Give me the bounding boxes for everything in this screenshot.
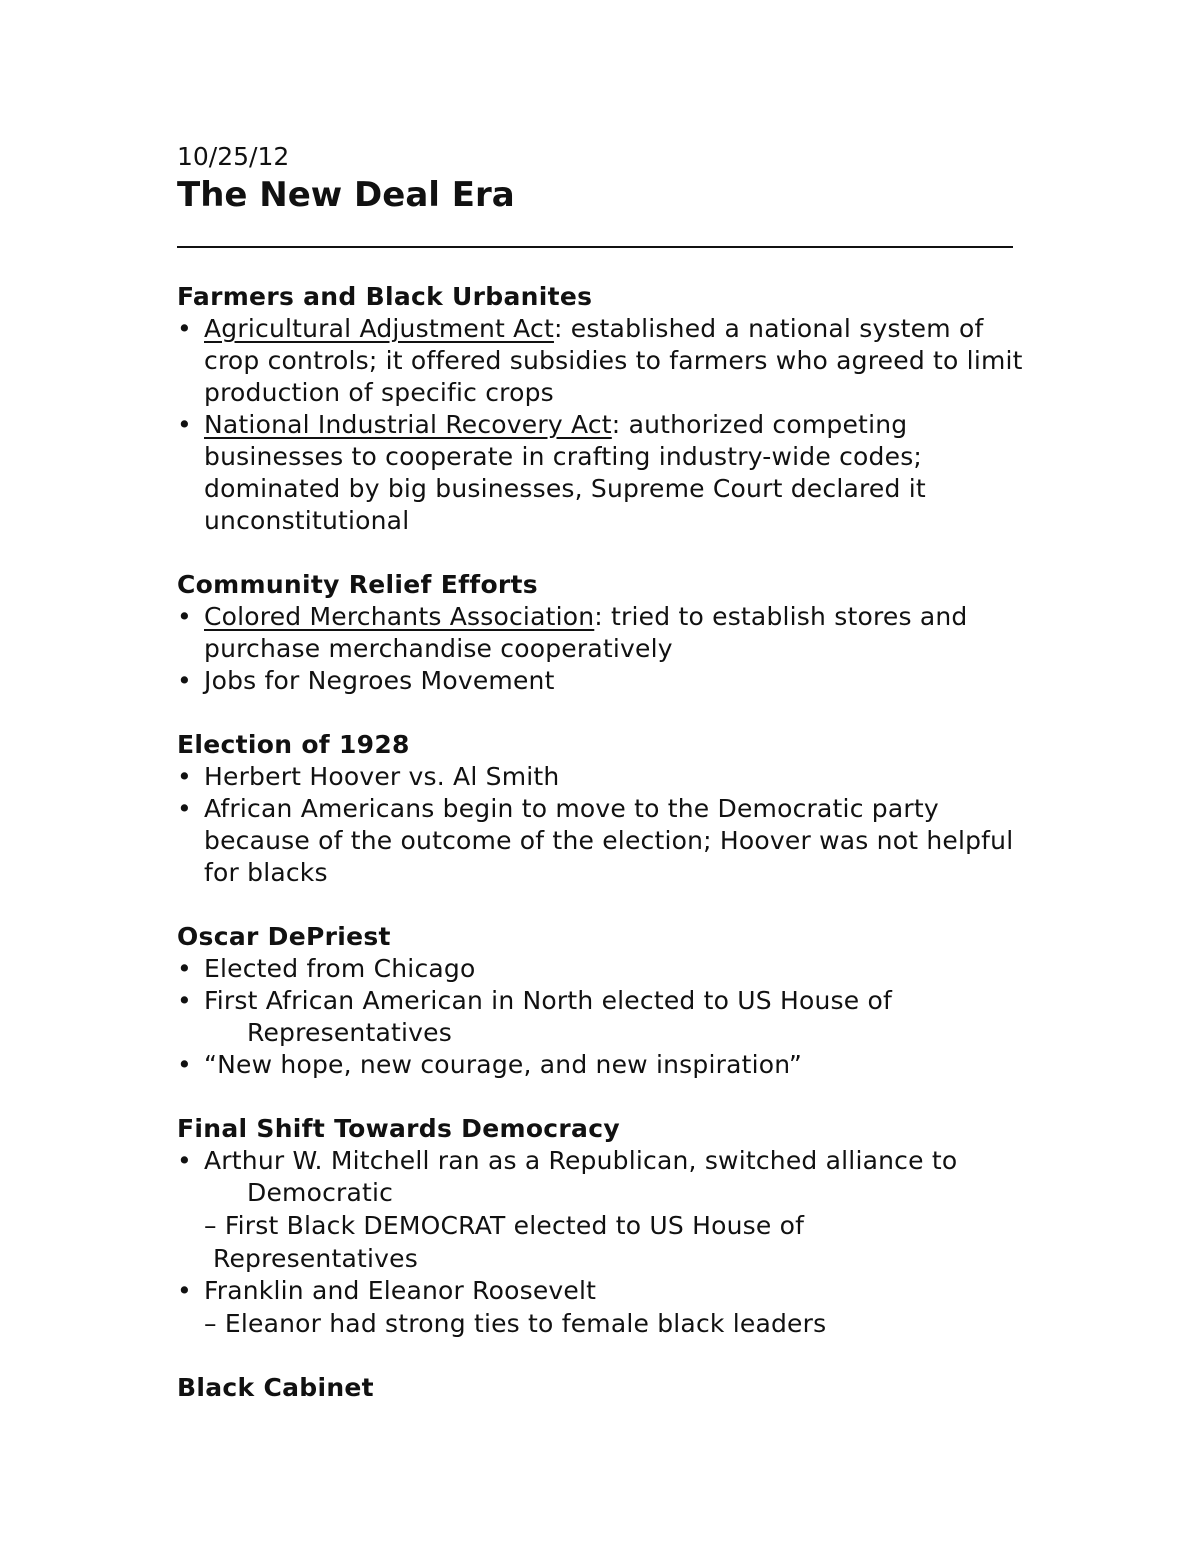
list-item — [177, 1145, 1027, 1275]
item-text: Franklin and Eleanor Roosevelt — [204, 1276, 597, 1305]
document-date: 10/25/12 — [177, 142, 290, 171]
section-heading: Farmers and Black Urbanites — [177, 282, 593, 311]
section-heading: Community Relief Efforts — [177, 570, 538, 599]
item-text: “New hope, new courage, and new inspiration” — [204, 1050, 803, 1079]
item-text: : authorized competing businesses to cooperate in crafting industry-wide codes; dominated by big businesses, Supreme Court declared it unconstitutional — [204, 410, 926, 535]
list-item — [177, 1275, 1027, 1340]
term-label: National Industrial Recovery Act — [204, 410, 612, 439]
bullet-list — [177, 1145, 1027, 1340]
section-black-cabinet — [177, 1371, 1027, 1404]
sub-item-text: – First Black DEMOCRAT elected to US House of — [204, 1211, 805, 1240]
title-divider — [177, 246, 1013, 248]
term-label: Agricultural Adjustment Act — [204, 314, 554, 343]
document-title: The New Deal Era — [177, 175, 515, 215]
item-text: Jobs for Negroes Movement — [204, 666, 555, 695]
item-text: Arthur W. Mitchell ran as a Republican, switched alliance to — [204, 1146, 958, 1175]
item-text: African Americans begin to move to the Democratic party because of the outcome of the election; Hoover was not helpful for blacks — [204, 794, 1014, 887]
list-item — [177, 313, 1027, 409]
document-page — [177, 140, 1027, 1435]
list-item — [177, 793, 1027, 889]
bullet-list — [177, 761, 1027, 889]
list-item — [177, 409, 1027, 537]
item-text: : tried to establish stores and purchase merchandise cooperatively — [204, 602, 968, 663]
section-election-1928 — [177, 728, 1027, 889]
bullet-list — [177, 313, 1027, 537]
list-item — [177, 665, 1027, 697]
term-label: Colored Merchants Association — [204, 602, 595, 631]
bullet-list — [177, 953, 1027, 1081]
sub-item-continuation: Representatives — [213, 1244, 418, 1273]
list-item — [177, 601, 1027, 665]
list-item — [177, 953, 1027, 985]
item-continuation: Democratic — [247, 1178, 394, 1207]
section-final-shift — [177, 1112, 1027, 1340]
section-farmers — [177, 280, 1027, 537]
list-item — [177, 1049, 1027, 1081]
section-oscar-depriest — [177, 920, 1027, 1081]
item-text: First African American in North elected to US House of — [204, 986, 892, 1015]
item-text: : established a national system of crop controls; it offered subsidies to farmers who agreed to limit production of specific crops — [204, 314, 1023, 407]
list-item — [177, 985, 1027, 1049]
item-continuation: Representatives — [247, 1018, 452, 1047]
item-text: Herbert Hoover vs. Al Smith — [204, 762, 560, 791]
section-heading: Election of 1928 — [177, 730, 410, 759]
section-heading: Black Cabinet — [177, 1373, 374, 1402]
section-heading: Final Shift Towards Democracy — [177, 1114, 620, 1143]
bullet-list — [177, 601, 1027, 697]
item-text: Elected from Chicago — [204, 954, 476, 983]
section-heading: Oscar DePriest — [177, 922, 391, 951]
list-item — [177, 761, 1027, 793]
sub-item-text: – Eleanor had strong ties to female black leaders — [204, 1309, 827, 1338]
section-community-relief — [177, 568, 1027, 697]
